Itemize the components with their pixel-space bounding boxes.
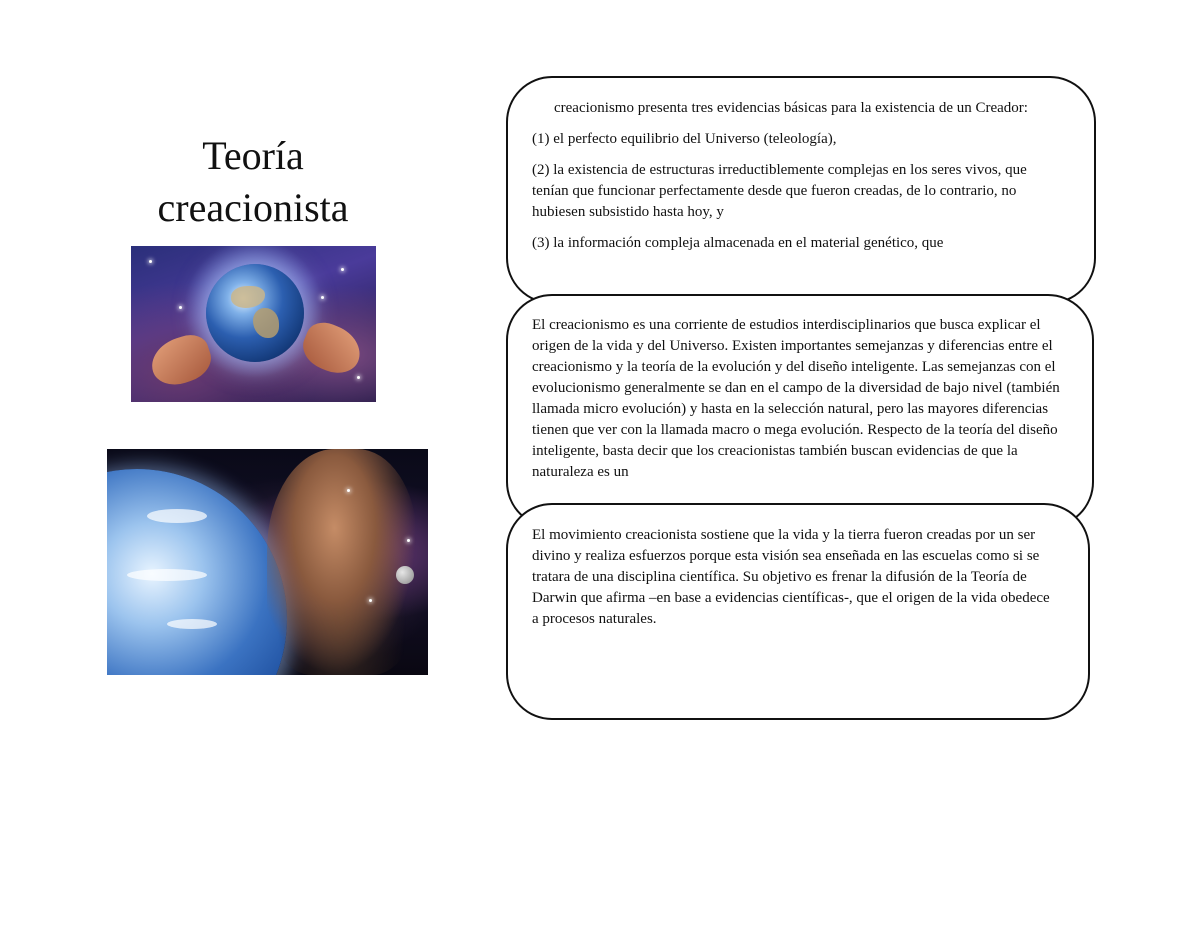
box1-point-3: (3) la información compleja almacenada en el material genético, que (532, 235, 944, 251)
box1-intro: creacionismo presenta tres evidencias básicas para la existencia de un Creador: (554, 100, 1028, 116)
title-line-2: creacionista (157, 185, 349, 230)
box1-point-1: (1) el perfecto equilibrio del Universo (teleología), (532, 131, 837, 147)
star (321, 296, 324, 299)
continent (253, 308, 279, 338)
earth-and-face-image (107, 449, 428, 675)
face (267, 449, 417, 675)
text-box-movimiento (506, 503, 1090, 720)
star (369, 599, 372, 602)
star (149, 260, 152, 263)
right-hand (297, 317, 368, 380)
cloud (167, 619, 217, 629)
cloud (147, 509, 207, 523)
earth-held-by-hands-image (131, 246, 376, 402)
box1-point-2: (2) la existencia de estructuras irreductiblemente complejas en los seres vivos, que tenían que funcionar perfectamente desde que fueron creadas, de lo contrario, no hubiesen subsistido hasta hoy, y (532, 162, 1027, 220)
star (357, 376, 360, 379)
text-box-evidencias (506, 76, 1096, 304)
star (341, 268, 344, 271)
moon (396, 566, 414, 584)
cloud (127, 569, 207, 581)
star (179, 306, 182, 309)
box2-text: El creacionismo es una corriente de estudios interdisciplinarios que busca explicar el origen de la vida y del Universo. Existen importantes semejanzas y diferencias entre el creacionismo y la teoría de la evolución y del diseño inteligente. Las semejanzas con el evolucionismo generalmente se dan en el campo de la diversidad de bajo nivel (también llamada micro evolución) y hasta en la selección natural, pero las mayores diferencias tienen que ver con la llamada macro o mega evolución. Respecto de la teoría del diseño inteligente, basta decir que los creacionistas también buscan evidencias de que la naturaleza es un (532, 317, 1060, 480)
text-box-corriente (506, 294, 1094, 528)
box3-text: El movimiento creacionista sostiene que la vida y la tierra fueron creadas por un ser divino y realiza esfuerzos porque esta visión sea enseñada en las escuelas como si se tratara de una disciplina científica. Su objetivo es frenar la difusión de la Teoría de Darwin que afirma –en base a evidencias científicas-, que el origen de la vida obedece a procesos naturales. (532, 527, 1050, 627)
left-hand (146, 330, 217, 391)
star (407, 539, 410, 542)
star (347, 489, 350, 492)
title-line-1: Teoría (202, 133, 304, 178)
page-title (118, 130, 388, 234)
